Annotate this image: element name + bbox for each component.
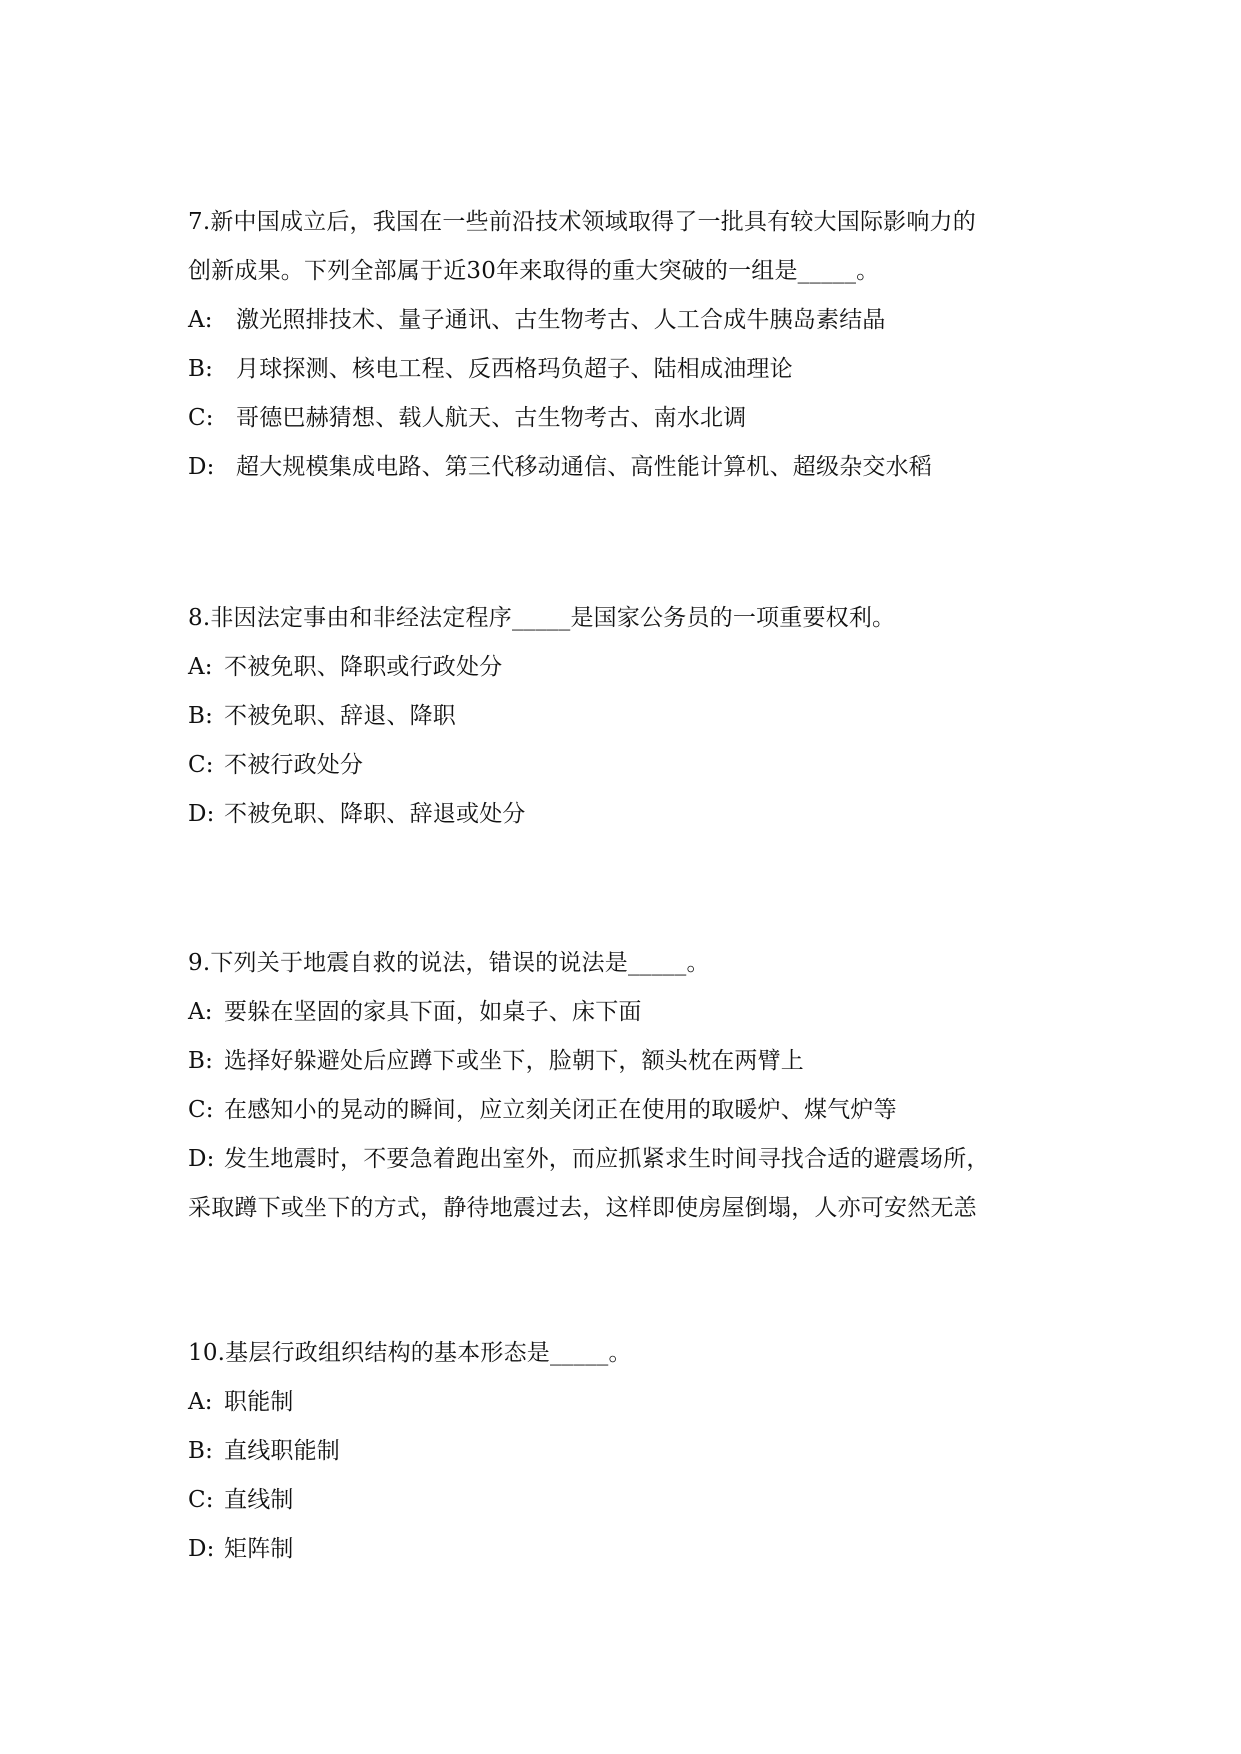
question-stem: 9.下列关于地震自救的说法，错误的说法是_____。	[188, 950, 710, 976]
option-letter: D:	[188, 1146, 215, 1172]
option-letter: B:	[188, 356, 214, 382]
option-text: 要躲在坚固的家具下面，如桌子、床下面	[224, 999, 642, 1025]
option-text: 不被免职、降职、辞退或处分	[224, 801, 526, 827]
option-d	[188, 1135, 1068, 1184]
option-letter: A:	[188, 1389, 213, 1415]
option-letter: B:	[188, 703, 214, 729]
option-letter: C:	[188, 1487, 214, 1513]
option-letter: D:	[188, 454, 215, 480]
option-b	[188, 1037, 1068, 1086]
question-8	[188, 594, 1068, 839]
option-text: 选择好躲避处后应蹲下或坐下，脸朝下，额头枕在两臂上	[224, 1048, 804, 1074]
option-text: 月球探测、核电工程、反西格玛负超子、陆相成油理论	[236, 356, 793, 382]
option-letter: B:	[188, 1048, 214, 1074]
option-letter: A:	[188, 654, 213, 680]
option-text: 职能制	[224, 1389, 294, 1415]
option-c	[188, 1086, 1068, 1135]
question-stem: 10.基层行政组织结构的基本形态是_____。	[188, 1340, 632, 1366]
option-letter: A:	[188, 307, 213, 333]
option-a	[188, 296, 1068, 345]
option-text: 不被行政处分	[224, 752, 364, 778]
option-letter: D:	[188, 801, 215, 827]
question-7	[188, 198, 1068, 492]
option-letter: C:	[188, 752, 214, 778]
question-stem: 7.新中国成立后，我国在一些前沿技术领域取得了一批具有较大国际影响力的	[188, 209, 976, 235]
question-stem: 创新成果。下列全部属于近30年来取得的重大突破的一组是_____。	[188, 258, 880, 284]
option-text: 在感知小的晃动的瞬间，应立刻关闭正在使用的取暖炉、煤气炉等	[224, 1097, 897, 1123]
option-a	[188, 1378, 1068, 1427]
option-d	[188, 443, 1068, 492]
option-c	[188, 741, 1068, 790]
option-a	[188, 643, 1068, 692]
option-letter: A:	[188, 999, 213, 1025]
question-10	[188, 1329, 1068, 1574]
option-letter: C:	[188, 1097, 214, 1123]
option-c	[188, 394, 1068, 443]
option-c	[188, 1476, 1068, 1525]
option-d	[188, 790, 1068, 839]
option-text: 激光照排技术、量子通讯、古生物考古、人工合成牛胰岛素结晶	[236, 307, 886, 333]
option-b	[188, 692, 1068, 741]
option-text: 超大规模集成电路、第三代移动通信、高性能计算机、超级杂交水稻	[236, 454, 932, 480]
option-d-continuation: 采取蹲下或坐下的方式，静待地震过去，这样即使房屋倒塌，人亦可安然无恙	[188, 1195, 977, 1221]
option-b	[188, 345, 1068, 394]
option-text: 直线职能制	[224, 1438, 340, 1464]
option-text: 矩阵制	[224, 1536, 294, 1562]
option-letter: D:	[188, 1536, 215, 1562]
option-text: 发生地震时，不要急着跑出室外，而应抓紧求生时间寻找合适的避震场所，	[224, 1146, 990, 1172]
option-letter: C:	[188, 405, 214, 431]
option-b	[188, 1427, 1068, 1476]
option-text: 直线制	[224, 1487, 294, 1513]
question-9	[188, 939, 1068, 1233]
option-d	[188, 1525, 1068, 1574]
option-text: 哥德巴赫猜想、载人航天、古生物考古、南水北调	[236, 405, 747, 431]
option-a	[188, 988, 1068, 1037]
option-text: 不被免职、降职或行政处分	[224, 654, 503, 680]
option-text: 不被免职、辞退、降职	[224, 703, 456, 729]
option-letter: B:	[188, 1438, 214, 1464]
question-stem: 8.非因法定事由和非经法定程序_____是国家公务员的一项重要权利。	[188, 605, 896, 631]
